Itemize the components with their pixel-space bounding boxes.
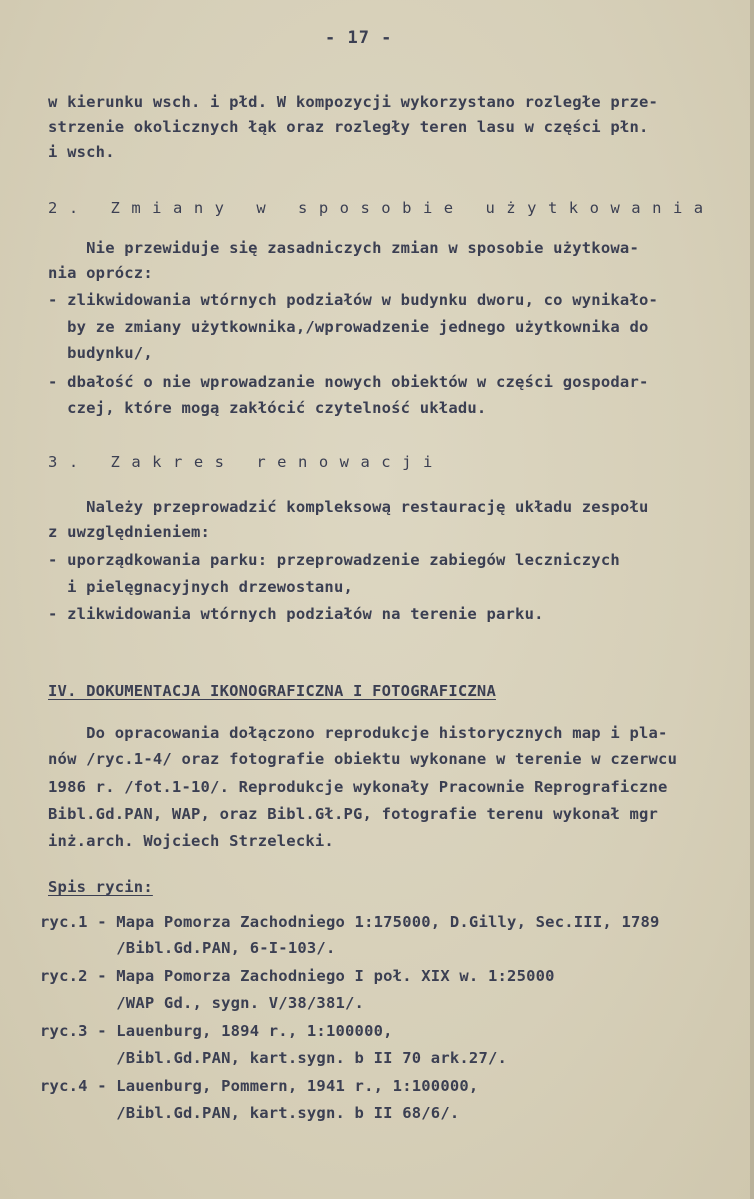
text-line: z uwzględnieniem: — [48, 523, 211, 541]
text-line: Bibl.Gd.PAN, WAP, oraz Bibl.Gł.PG, fotografie terenu wykonał mgr — [48, 805, 659, 823]
text-line: - zlikwidowania wtórnych podziałów w budynku dworu, co wynikało- — [48, 291, 659, 309]
text-line: nia oprócz: — [48, 264, 153, 282]
section-heading: 3. Zakres renowacji — [48, 453, 444, 471]
chapter-heading: IV. DOKUMENTACJA IKONOGRAFICZNA I FOTOGRAFICZNA — [48, 682, 496, 700]
text-line: 1986 r. /fot.1-10/. Reprodukcje wykonały Pracownie Reprograficzne — [48, 778, 668, 796]
figure-entry: /Bibl.Gd.PAN, 6-I-103/. — [40, 939, 336, 957]
figure-entry: ryc.3 - Lauenburg, 1894 r., 1:100000, — [40, 1022, 393, 1040]
page-number: - 17 - — [325, 28, 393, 48]
text-line: - dbałość o nie wprowadzanie nowych obiektów w części gospodar- — [48, 373, 649, 391]
figure-entry: ryc.2 - Mapa Pomorza Zachodniego I poł. XIX w. 1:25000 — [40, 967, 555, 985]
figure-entry: /WAP Gd., sygn. V/38/381/. — [40, 994, 365, 1012]
text-line: i wsch. — [48, 143, 115, 161]
text-line: nów /ryc.1-4/ oraz fotografie obiektu wykonane w terenie w czerwcu — [48, 750, 678, 768]
text-line: czej, które mogą zakłócić czytelność układu. — [48, 399, 487, 417]
figure-entry: ryc.1 - Mapa Pomorza Zachodniego 1:175000, D.Gilly, Sec.III, 1789 — [40, 913, 660, 931]
text-line: i pielęgnacyjnych drzewostanu, — [48, 578, 354, 596]
text-line: w kierunku wsch. i płd. W kompozycji wykorzystano rozległe prze- — [48, 93, 659, 111]
figures-heading: Spis rycin: — [48, 878, 153, 896]
text-line: budynku/, — [48, 344, 153, 362]
text-line: - uporządkowania parku: przeprowadzenie zabiegów leczniczych — [48, 551, 620, 569]
figure-entry: /Bibl.Gd.PAN, kart.sygn. b II 68/6/. — [40, 1104, 460, 1122]
text-line: Do opracowania dołączono reprodukcje historycznych map i pla- — [48, 724, 668, 742]
section-heading: 2. Zmiany w sposobie użytkowania — [48, 199, 715, 217]
figure-entry: ryc.4 - Lauenburg, Pommern, 1941 r., 1:100000, — [40, 1077, 479, 1095]
text-line: strzenie okolicznych łąk oraz rozległy teren lasu w części płn. — [48, 118, 649, 136]
text-line: Należy przeprowadzić kompleksową restaurację układu zespołu — [48, 498, 649, 516]
page-edge — [750, 0, 754, 1199]
figure-entry: /Bibl.Gd.PAN, kart.sygn. b II 70 ark.27/. — [40, 1049, 508, 1067]
text-line: by ze zmiany użytkownika,/wprowadzenie jednego użytkownika do — [48, 318, 649, 336]
text-line: inż.arch. Wojciech Strzelecki. — [48, 832, 334, 850]
text-line: Nie przewiduje się zasadniczych zmian w sposobie użytkowa- — [48, 239, 639, 257]
text-line: - zlikwidowania wtórnych podziałów na terenie parku. — [48, 605, 544, 623]
